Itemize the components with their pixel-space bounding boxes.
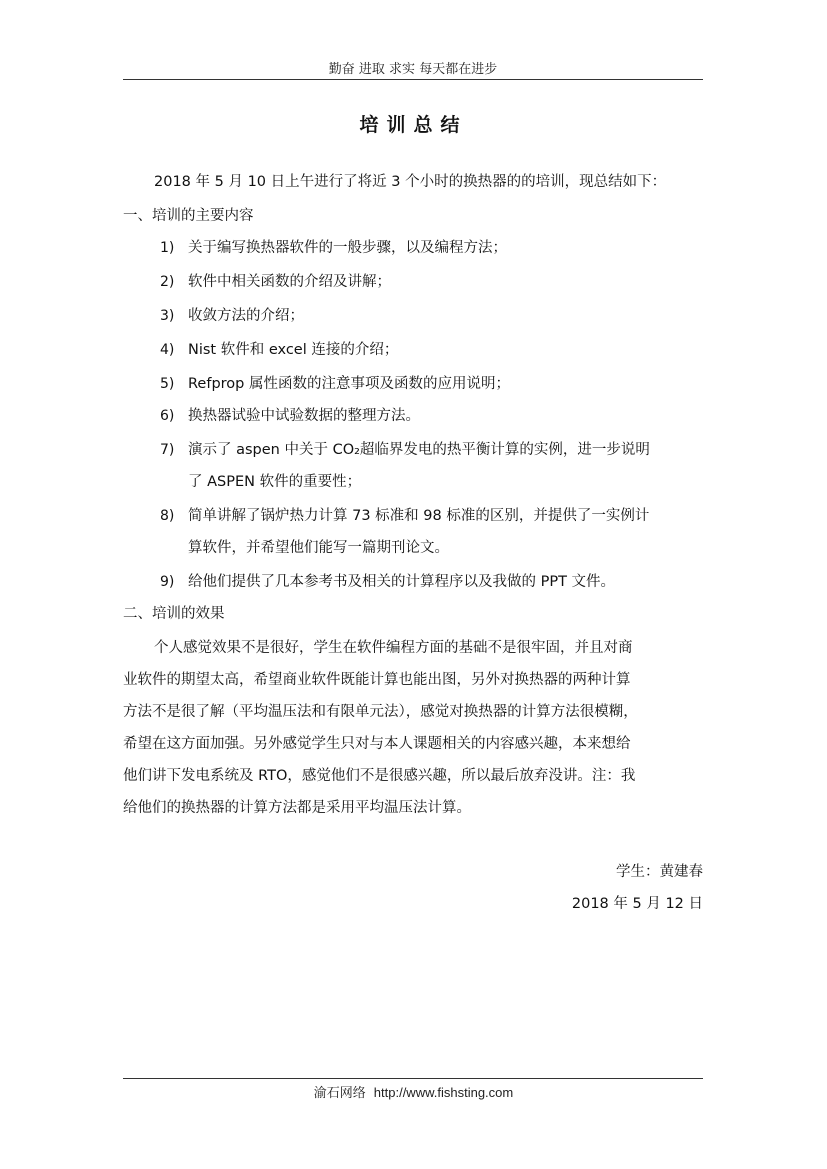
signature-name: 学生：黄建春 (616, 864, 703, 880)
section-heading-content: 一、培训的主要内容 (123, 208, 254, 224)
footer-divider (123, 1078, 703, 1079)
paragraph-line: 给他们的换热器的计算方法都是采用平均温压法计算。 (123, 800, 471, 816)
section-heading-effect: 二、培训的效果 (123, 606, 225, 622)
document-title: 培训总结 (359, 114, 468, 136)
list-item-number: 7) (160, 442, 175, 458)
list-item-number: 5) (160, 376, 175, 392)
list-item: Refprop 属性函数的注意事项及函数的应用说明； (188, 376, 510, 392)
paragraph-line: 业软件的期望太高，希望商业软件既能计算也能出图，另外对换热器的两种计算 (123, 672, 631, 688)
footer-url-link[interactable]: http://www.fishsting.com (373, 1085, 514, 1100)
list-item-number: 6) (160, 408, 175, 424)
list-item-number: 3) (160, 308, 175, 324)
list-item-number: 1) (160, 240, 175, 256)
signature-date: 2018 年 5 月 12 日 (571, 896, 703, 912)
list-item-continuation: 算软件，并希望他们能写一篇期刊论文。 (188, 540, 449, 556)
list-item-continuation: 了 ASPEN 软件的重要性； (188, 474, 362, 490)
list-item: 换热器试验中试验数据的整理方法。 (188, 408, 420, 424)
intro-paragraph: 2018 年 5 月 10 日上午进行了将近 3 个小时的换热器的的培训，现总结如下： (154, 174, 667, 190)
list-item-number: 9) (160, 574, 175, 590)
list-item-number: 2) (160, 274, 175, 290)
list-item-number: 8) (160, 508, 175, 524)
paragraph-line: 他们讲下发电系统及 RTO，感觉他们不是很感兴趣，所以最后放弃没讲。注：我 (123, 768, 636, 784)
page-header: 勤奋 进取 求实 每天都在进步 (328, 62, 498, 77)
footer-company: 渝石网络 (313, 1086, 366, 1101)
list-item: 给他们提供了几本参考书及相关的计算程序以及我做的 PPT 文件。 (188, 574, 616, 590)
list-item: 关于编写换热器软件的一般步骤，以及编程方法； (188, 240, 507, 256)
paragraph-line: 方法不是很了解（平均温压法和有限单元法），感觉对换热器的计算方法很模糊， (123, 704, 638, 720)
list-item: Nist 软件和 excel 连接的介绍； (188, 342, 399, 358)
list-item-number: 4) (160, 342, 175, 358)
list-item: 收敛方法的介绍； (188, 308, 304, 324)
list-item: 软件中相关函数的介绍及讲解； (188, 274, 391, 290)
paragraph-line: 希望在这方面加强。另外感觉学生只对与本人课题相关的内容感兴趣，本来想给 (123, 736, 631, 752)
page-footer (0, 1082, 827, 1101)
list-item: 简单讲解了锅炉热力计算 73 标准和 98 标准的区别，并提供了一实例计 (188, 508, 650, 524)
header-divider (123, 79, 703, 80)
paragraph-line: 个人感觉效果不是很好，学生在软件编程方面的基础不是很牢固，并且对商 (154, 640, 633, 656)
list-item: 演示了 aspen 中关于 CO₂超临界发电的热平衡计算的实例，进一步说明 (188, 442, 650, 458)
